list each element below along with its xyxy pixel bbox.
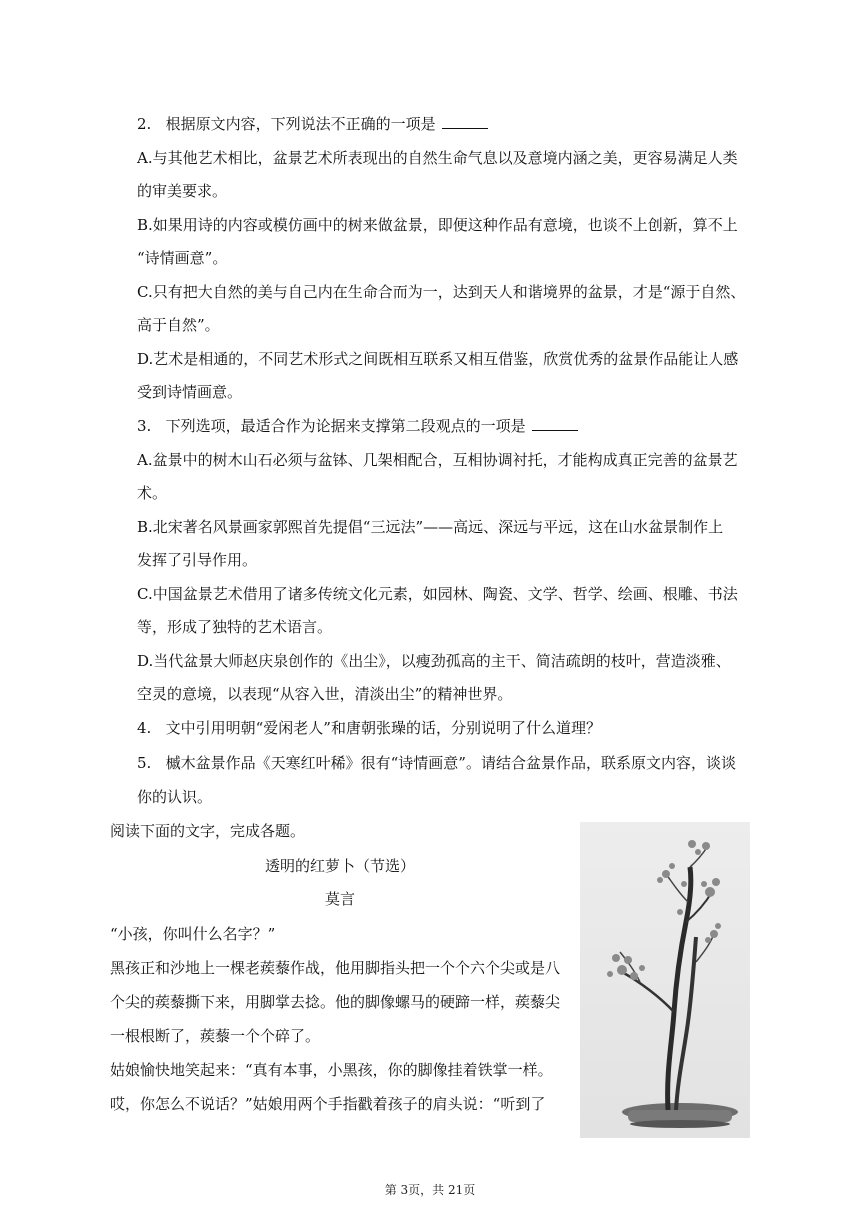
q3-option-b-cont: 发挥了引导作用。 xyxy=(137,551,258,569)
question-3-stem: 3. 下列选项，最适合作为论据来支撑第二段观点的一项是 xyxy=(137,416,578,436)
question-5: 5. 槭木盆景作品《天寒红叶稀》很有“诗情画意”。请结合盆景作品，联系原文内容，谈谈 xyxy=(137,754,736,772)
paragraph-1: “小孩，你叫什么名字？” xyxy=(110,925,276,943)
bonsai-tree-photo xyxy=(580,822,750,1138)
paragraph-2-line-1: 黑孩正和沙地上一棵老蒺藜作战，他用脚指头把一个个六个尖或是八 xyxy=(110,959,561,977)
paragraph-2-line-2: 个尖的蒺藜撕下来，用脚掌去捻。他的脚像螺马的硬蹄一样，蒺藜尖 xyxy=(110,993,561,1011)
q2-option-b-cont: “诗情画意”。 xyxy=(137,249,228,267)
q2-option-b: B.如果用诗的内容或模仿画中的树来做盆景，即便这种作品有意境，也谈不上创新，算不上 xyxy=(137,216,738,234)
q3-option-b: B.北宋著名风景画家郭熙首先提倡“三远法”——高远、深远与平远，这在山水盆景制作上 xyxy=(137,518,724,536)
page-footer: 第 3页，共 21页 xyxy=(384,1183,476,1197)
q2-option-d: D.艺术是相通的，不同艺术形式之间既相互联系又相互借鉴，欣赏优秀的盆景作品能让人感 xyxy=(137,350,739,368)
paragraph-2-line-3: 一根根断了，蒺藜一个个碎了。 xyxy=(110,1027,321,1045)
q3-option-d: D.当代盆景大师赵庆泉创作的《出尘》，以瘦劲孤高的主干、简洁疏朗的枝叶，营造淡雅、 xyxy=(137,652,731,670)
answer-blank[interactable] xyxy=(532,416,578,431)
question-5-cont: 你的认识。 xyxy=(137,788,213,806)
q2-option-a-cont: 的审美要求。 xyxy=(137,182,228,200)
q3-option-a: A.盆景中的树木山石必须与盆钵、几架相配合，互相协调衬托，才能构成真正完善的盆景艺 xyxy=(137,451,738,469)
q2-option-c: C.只有把大自然的美与自己内在生命合而为一，达到天人和谐境界的盆景，才是“源于自然、 xyxy=(137,283,746,301)
q2-option-d-cont: 受到诗情画意。 xyxy=(137,383,243,401)
reading-intro: 阅读下面的文字，完成各题。 xyxy=(110,822,306,840)
article-author: 莫言 xyxy=(324,890,355,908)
article-title: 透明的红萝卜（节选） xyxy=(264,857,415,875)
q3-option-d-cont: 空灵的意境，以表现“从容入世，清淡出尘”的精神世界。 xyxy=(137,685,513,703)
paragraph-3-line-1: 姑娘愉快地笑起来：“真有本事，小黑孩，你的脚像挂着铁掌一样。 xyxy=(110,1061,553,1079)
answer-blank[interactable] xyxy=(442,114,488,129)
q3-option-a-cont: 术。 xyxy=(137,484,168,502)
question-4: 4. 文中引用明朝“爱闲老人”和唐朝张璪的话，分别说明了什么道理？ xyxy=(137,719,601,737)
q2-option-a: A.与其他艺术相比，盆景艺术所表现出的自然生命气息以及意境内涵之美，更容易满足人类 xyxy=(137,149,738,167)
q2-option-c-cont: 高于自然”。 xyxy=(137,316,220,334)
paragraph-3-line-2: 哎，你怎么不说话？”姑娘用两个手指戳着孩子的肩头说：“听到了 xyxy=(110,1095,546,1113)
q3-option-c: C.中国盆景艺术借用了诸多传统文化元素，如园林、陶瓷、文学、哲学、绘画、根雕、书法 xyxy=(137,585,738,603)
q3-option-c-cont: 等，形成了独特的艺术语言。 xyxy=(137,618,333,636)
question-2-stem: 2. 根据原文内容，下列说法不正确的一项是 xyxy=(137,114,488,134)
